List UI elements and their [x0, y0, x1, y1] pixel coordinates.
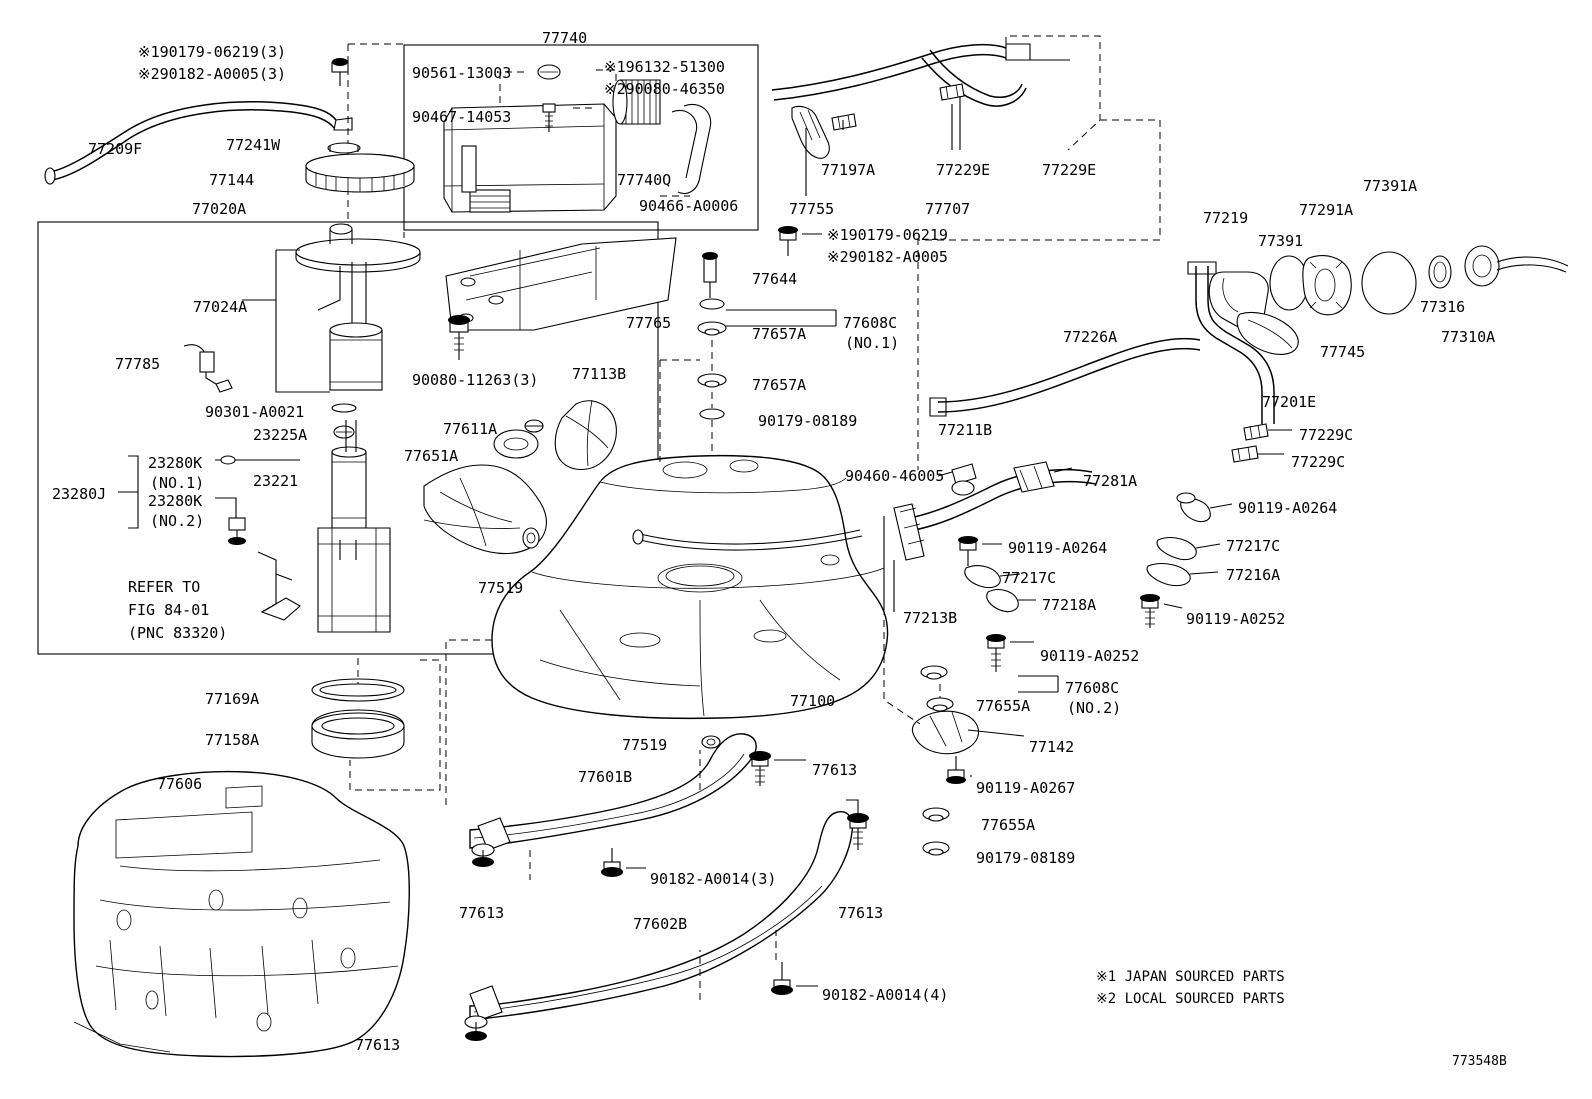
part-label-l13: 90466-A0006: [639, 197, 739, 215]
part-label-l67: 77655A: [976, 697, 1031, 715]
part-label-l49: 77226A: [1063, 328, 1118, 346]
part-label-l12: 77740Q: [617, 171, 672, 189]
part-label-l71: 77158A: [205, 731, 260, 749]
part-label-l32: 23280K: [148, 454, 203, 472]
part-label-l36: (NO.2): [150, 512, 205, 530]
part-label-l60: 90119-A0264: [1008, 539, 1108, 557]
part-label-l17: 77755: [789, 200, 835, 218]
part-label-l09: 77241W: [226, 136, 281, 154]
part-label-l38: 77644: [752, 270, 798, 288]
part-label-l37: 23221: [253, 472, 299, 490]
part-label-l54: 77281A: [1083, 472, 1138, 490]
part-label-l42: (NO.1): [845, 334, 900, 352]
part-label-l46: 90179-08189: [758, 412, 858, 430]
part-label-l06: ※290080-46350: [604, 80, 725, 98]
part-label-l04: 90561-13003: [412, 64, 512, 82]
part-label-l59: 90119-A0252: [1186, 610, 1286, 628]
refer-to-line3: (PNC 83320): [128, 624, 228, 642]
part-label-l08: 77209F: [88, 140, 143, 158]
part-label-l33: (NO.1): [150, 474, 205, 492]
part-label-l43: 90080-11263(3): [412, 371, 539, 389]
part-label-l73: 77519: [622, 736, 668, 754]
part-label-l11: 77020A: [192, 200, 247, 218]
part-label-l84: 90182-A0014(4): [822, 986, 949, 1004]
part-label-l47: 77611A: [443, 420, 498, 438]
part-label-l61: 77217C: [1002, 569, 1057, 587]
part-label-l40: 77657A: [752, 325, 807, 343]
part-label-l15: 77229E: [936, 161, 991, 179]
part-label-l64: 90119-A0252: [1040, 647, 1140, 665]
part-label-l78: 77655A: [981, 816, 1036, 834]
part-label-l50: 77201E: [1262, 393, 1317, 411]
part-label-l65: 77608C: [1065, 679, 1120, 697]
part-label-l34: 23280J: [52, 485, 107, 503]
part-label-l70: 77169A: [205, 690, 260, 708]
part-label-l20: ※290182-A0005: [827, 248, 948, 266]
part-label-l27: 77745: [1320, 343, 1366, 361]
part-label-l14: 77197A: [821, 161, 876, 179]
part-label-l57: 77217C: [1226, 537, 1281, 555]
footnote-japan-sourced: ※1 JAPAN SOURCED PARTS: [1096, 969, 1285, 985]
refer-to-line1: REFER TO: [128, 578, 201, 596]
part-label-l18: 77707: [925, 200, 971, 218]
part-label-l10: 77144: [209, 171, 255, 189]
diagram-id: 773548B: [1452, 1054, 1507, 1069]
part-label-l31: 23225A: [253, 426, 308, 444]
part-label-l29: 77785: [115, 355, 161, 373]
part-label-l53: 90460-46005: [845, 467, 945, 485]
part-label-l66: (NO.2): [1067, 699, 1122, 717]
part-label-l39: 77765: [626, 314, 672, 332]
part-label-l26: 77310A: [1441, 328, 1496, 346]
refer-to-line2: FIG 84-01: [128, 601, 210, 619]
part-label-l52: 77211B: [938, 421, 993, 439]
part-label-l25: 77316: [1420, 298, 1466, 316]
part-label-l21: 77391A: [1363, 177, 1418, 195]
part-label-l56: 90119-A0264: [1238, 499, 1338, 517]
part-label-l41: 77608C: [843, 314, 898, 332]
part-label-l03: 77740: [542, 29, 588, 47]
part-label-l28: 77024A: [193, 298, 248, 316]
part-label-l19: ※190179-06219: [827, 226, 948, 244]
part-label-l05: ※196132-51300: [604, 58, 725, 76]
part-label-l45: 77657A: [752, 376, 807, 394]
part-label-l22: 77291A: [1299, 201, 1354, 219]
part-label-l72: 77606: [157, 775, 203, 793]
part-label-l63: 77213B: [903, 609, 958, 627]
part-label-l81: 77613: [459, 904, 505, 922]
part-label-l79: 90179-08189: [976, 849, 1076, 867]
part-label-l16: 77229E: [1042, 161, 1097, 179]
part-label-l01: ※190179-06219(3): [138, 43, 287, 61]
part-label-l58: 77216A: [1226, 566, 1281, 584]
part-label-l30: 90301-A0021: [205, 403, 305, 421]
part-label-l55: 77229C: [1291, 453, 1346, 471]
part-label-l74: 77142: [1029, 738, 1075, 756]
part-label-l24: 77391: [1258, 232, 1304, 250]
footnote-local-sourced: ※2 LOCAL SOURCED PARTS: [1096, 991, 1285, 1007]
part-label-l69: 77519: [478, 579, 524, 597]
part-label-l23: 77219: [1203, 209, 1249, 227]
part-label-l02: ※290182-A0005(3): [138, 65, 287, 83]
part-label-l75: 77613: [812, 761, 858, 779]
part-label-l76: 77601B: [578, 768, 633, 786]
part-label-l48: 77651A: [404, 447, 459, 465]
part-label-l82: 77602B: [633, 915, 688, 933]
part-label-l85: 77613: [355, 1036, 401, 1054]
part-label-l35: 23280K: [148, 492, 203, 510]
part-label-l07: 90467-14053: [412, 108, 512, 126]
part-label-l77: 90119-A0267: [976, 779, 1076, 797]
part-label-l83: 77613: [838, 904, 884, 922]
part-label-l51: 77229C: [1299, 426, 1354, 444]
part-label-l68: 77100: [790, 692, 836, 710]
part-label-l62: 77218A: [1042, 596, 1097, 614]
part-label-l80: 90182-A0014(3): [650, 870, 777, 888]
part-label-l44: 77113B: [572, 365, 627, 383]
